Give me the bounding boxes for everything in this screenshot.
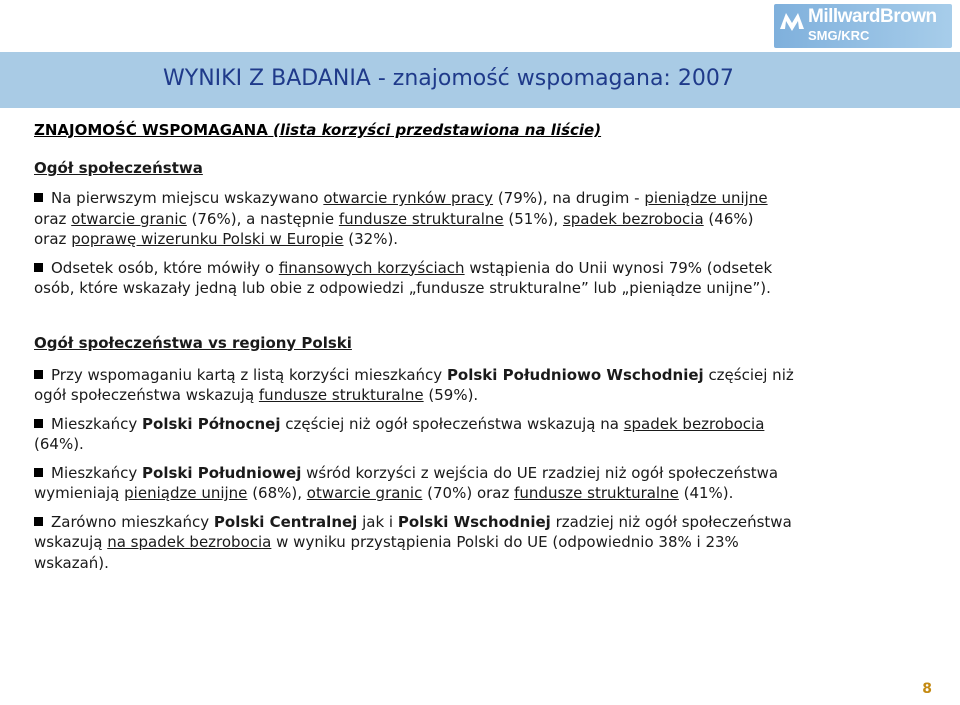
underlined-term: fundusze strukturalne — [338, 209, 504, 228]
logo-mark-icon — [778, 9, 806, 33]
text-run: jak i — [357, 512, 398, 531]
text-run: ogół społeczeństwa wskazują — [34, 386, 259, 404]
section2-paragraph-1 — [34, 365, 914, 406]
underlined-term: otwarcie granic — [306, 484, 423, 502]
bold-region: Polski Południowo Wschodniej — [446, 365, 704, 384]
text-run: (76%), a następnie — [186, 209, 339, 228]
section1-paragraph-2 — [34, 258, 914, 299]
underlined-term: otwarcie rynków pracy — [323, 189, 494, 207]
text-run: (59%). — [423, 386, 479, 404]
page-title: WYNIKI Z BADANIA - znajomość wspomagana: 2007 — [163, 66, 734, 91]
bold-region: Polski Wschodniej — [397, 512, 551, 531]
bullet-square-icon — [34, 517, 43, 526]
text-run: rzadziej niż ogół społeczeństwa — [550, 512, 792, 531]
underlined-term: pieniądze unijne — [124, 484, 248, 502]
bold-region: Polski Centralnej — [213, 512, 358, 531]
underlined-term: pieniądze unijne — [644, 189, 768, 207]
underlined-term: spadek bezrobocia — [623, 414, 765, 433]
underlined-term: fundusze strukturalne — [514, 484, 679, 502]
text-run: osób, które wskazały jedną lub obie z odpowiedzi „fundusze strukturalne” lub „pieniądze unijne”). — [34, 279, 771, 297]
underlined-term: otwarcie granic — [71, 209, 187, 228]
section1-heading: Ogół społeczeństwa — [34, 159, 203, 177]
bullet-square-icon — [34, 370, 43, 379]
text-run: wymieniają — [34, 484, 125, 502]
text-run: częściej niż ogół społeczeństwa wskazują na — [280, 414, 624, 433]
section1-paragraph-1 — [34, 188, 914, 250]
main-heading — [34, 120, 914, 140]
section2-paragraph-2 — [34, 414, 914, 455]
logo-sub-text: SMG/KRC — [808, 28, 870, 43]
text-run: (32%). — [343, 230, 399, 248]
text-run: w wyniku przystąpienia Polski do UE (odpowiednio 38% i 23% — [271, 533, 739, 551]
text-run: (51%), — [503, 209, 563, 228]
millward-brown-logo — [774, 4, 952, 48]
section2-heading: Ogół społeczeństwa vs regiony Polski — [34, 333, 352, 352]
underlined-term: fundusze strukturalne — [258, 386, 424, 404]
underlined-term: finansowych korzyściach — [278, 258, 465, 277]
bullet-square-icon — [34, 419, 43, 428]
text-run: wskazują — [34, 533, 108, 551]
text-run: Mieszkańcy — [51, 463, 143, 482]
underlined-term: na spadek bezrobocia — [107, 533, 272, 551]
bullet-square-icon — [34, 468, 43, 477]
text-run: Na pierwszym miejscu wskazywano — [51, 189, 324, 207]
text-run: wskazań). — [34, 553, 109, 572]
text-run: Zarówno mieszkańcy — [51, 512, 214, 531]
text-run: wśród korzyści z wejścia do UE rzadziej niż ogół społeczeństwa — [301, 463, 779, 482]
text-run: Odsetek osób, które mówiły o — [51, 258, 279, 277]
text-run: (70%) oraz — [422, 484, 515, 502]
text-run: wstąpienia do Unii wynosi 79% (odsetek — [464, 258, 773, 277]
text-run: częściej niż — [703, 365, 794, 384]
bullet-square-icon — [34, 193, 43, 202]
text-run: (46%) — [703, 209, 754, 228]
bold-region: Polski Północnej — [142, 414, 281, 433]
main-heading-bold: ZNAJOMOŚĆ WSPOMAGANA — [34, 121, 268, 139]
text-run: oraz — [34, 209, 72, 228]
text-run: (41%). — [678, 484, 734, 502]
underlined-term: poprawę wizerunku Polski w Europie — [71, 230, 344, 248]
content-area — [34, 120, 914, 573]
logo-brand-text: MillwardBrown — [808, 6, 937, 27]
text-run: Mieszkańcy — [51, 414, 143, 433]
main-heading-italic: (lista korzyści przedstawiona na liście) — [273, 121, 602, 139]
bullet-square-icon — [34, 263, 43, 272]
text-run: (79%), na drugim - — [493, 189, 645, 207]
section2-paragraph-3 — [34, 463, 914, 504]
bold-region: Polski Południowej — [142, 463, 302, 482]
section2-paragraph-4 — [34, 512, 914, 574]
underlined-term: spadek bezrobocia — [562, 209, 704, 228]
text-run: oraz — [34, 230, 72, 248]
text-run: (68%), — [247, 484, 307, 502]
text-run: (64%). — [34, 435, 84, 453]
text-run: Przy wspomaganiu kartą z listą korzyści mieszkańcy — [51, 365, 447, 384]
slide-number: 8 — [922, 681, 932, 697]
